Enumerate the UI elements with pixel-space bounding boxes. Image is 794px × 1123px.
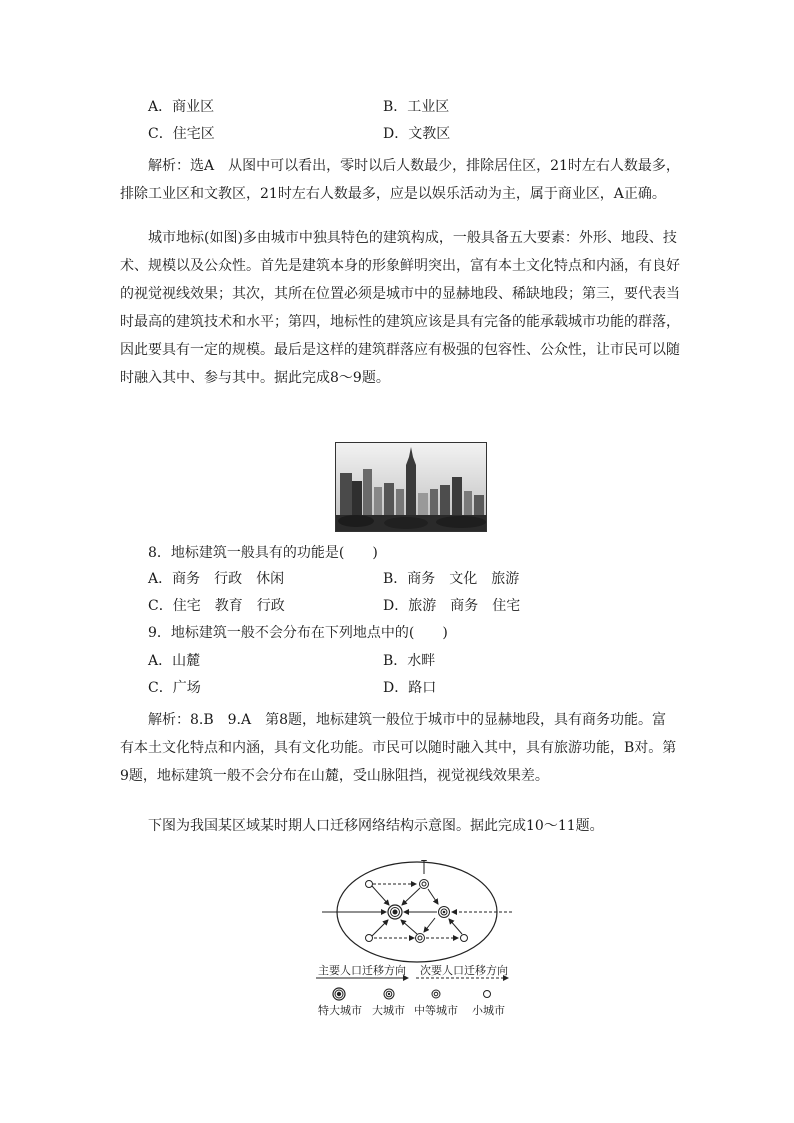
q7-option-b: B．工业区: [383, 99, 450, 115]
small-city-node: [366, 935, 373, 942]
q9-option-b: B．水畔: [383, 653, 436, 669]
migration-network-svg: [312, 860, 522, 1020]
q9-stem: 9．地标建筑一般不会分布在下列地点中的( ): [148, 625, 448, 641]
legend-main-label: 主要人口迁移方向: [318, 964, 406, 977]
q89-analysis: 解析：8.B 9.A 第8题，地标建筑一般位于城市中的显赫地段，具有商务功能。富有本土文化特点和内涵，具有文化功能。市民可以随时融入其中，具有旅游功能，B对。第9题，地标建筑一般不会分布在山麓，受山脉阻挡，视觉视线效果差。: [120, 712, 677, 784]
small-city-node: [461, 935, 468, 942]
medium-city-node: [420, 880, 429, 889]
legend-secondary-label: 次要人口迁移方向: [420, 964, 508, 977]
q8-option-d: D．旅游 商务 住宅: [383, 598, 521, 614]
legend-small-city-label: 小城市: [472, 1004, 505, 1017]
legend-large-city-label: 大城市: [372, 1004, 405, 1017]
medium-city-node: [416, 934, 425, 943]
q7-option-a: A．商业区: [148, 99, 215, 115]
q7-option-d: D．文教区: [383, 126, 451, 142]
q8-option-b: B．商务 文化 旅游: [383, 571, 520, 587]
q8-option-c: C．住宅 教育 行政: [148, 598, 285, 614]
landmark-passage: 城市地标(如图)多由城市中独具特色的建筑构成，一般具备五大要素：外形、地段、技术、规模以及公众性。首先是建筑本身的形象鲜明突出，富有本土文化特点和内涵，有良好的视觉视线效果；其次，其所在位置必须是城市中的显赫地段、稀缺地段；第三，要代表当时最高的建筑技术和水平；第四，地标性的建筑应该是具有完备的能承载城市功能的群落，因此要具有一定的规模。最后是这样的建筑群落应有极强的包容性、公众性，让市民可以随时融入其中、参与其中。据此完成8～9题。: [120, 230, 680, 386]
migration-network-diagram: [312, 860, 522, 1020]
q7-option-c: C．住宅区: [148, 126, 215, 142]
q9-option-c: C．广场: [148, 680, 201, 696]
legend-megacity-label: 特大城市: [318, 1004, 362, 1017]
q8-stem: 8．地标建筑一般具有的功能是( ): [148, 545, 378, 561]
legend-medium-city-label: 中等城市: [414, 1004, 458, 1017]
skyline-illustration: [336, 443, 486, 531]
landmark-photo: [335, 442, 487, 532]
q9-option-a: A．山麓: [148, 653, 201, 669]
q8-option-a: A．商务 行政 休闲: [148, 571, 285, 587]
q7-analysis: 解析：选A 从图中可以看出，零时以后人数最少，排除居住区，21时左右人数最多，排除工业区和文教区，21时左右人数最多，应是以娱乐活动为主，属于商业区，A正确。: [120, 158, 680, 202]
q9-option-d: D．路口: [383, 680, 437, 696]
small-city-node: [366, 881, 373, 888]
migration-intro: 下图为我国某区域某时期人口迁移网络结构示意图。据此完成10～11题。: [148, 818, 604, 834]
